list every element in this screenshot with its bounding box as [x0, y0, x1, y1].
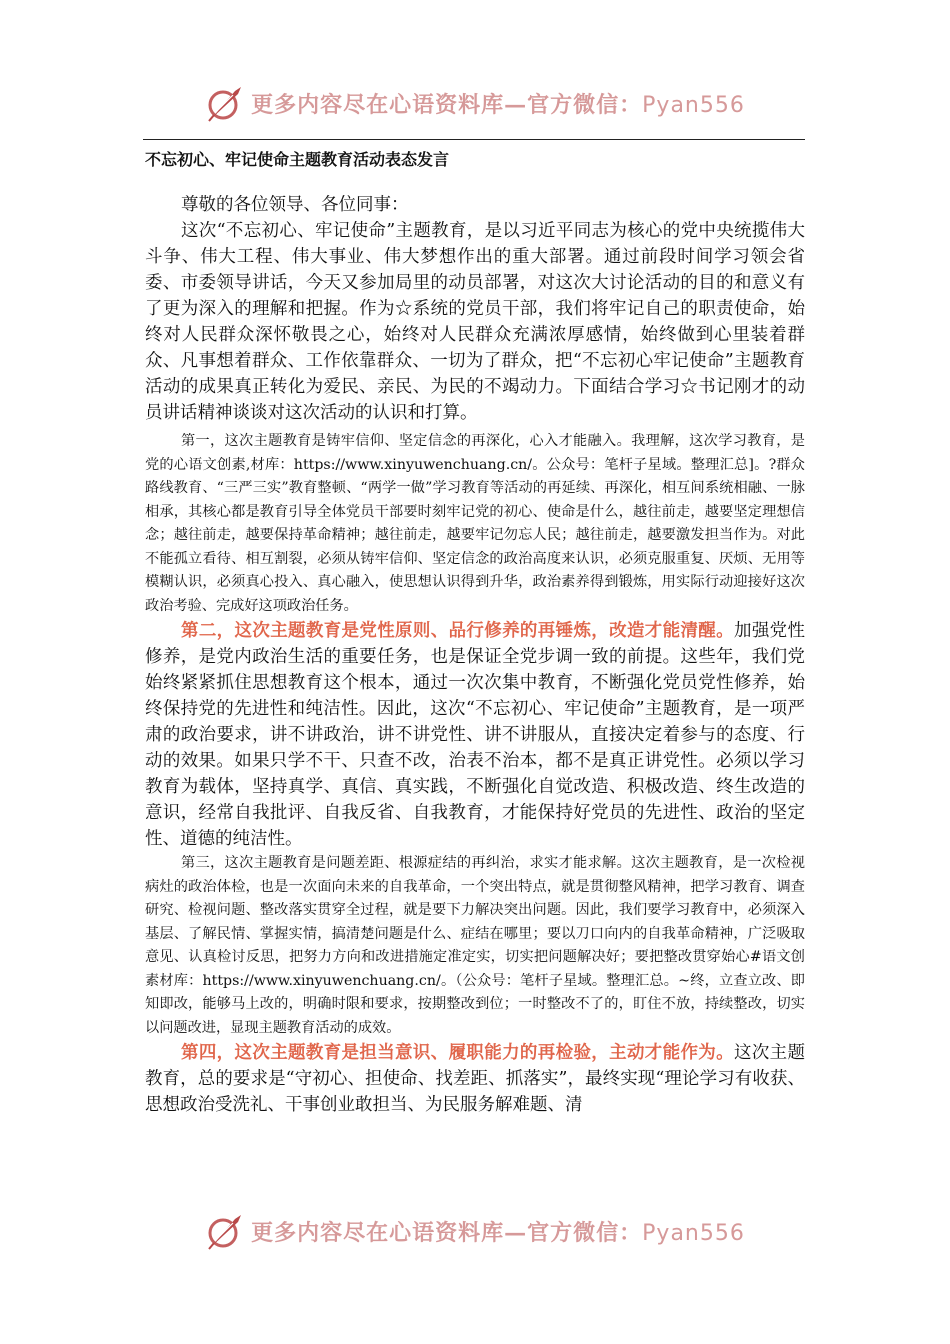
header-rule — [143, 139, 805, 140]
paragraph-first: 第一，这次主题教育是铸牢信仰、坚定信念的再深化，心入才能融入。我理解，这次学习教育，是党的心语文创素,材库：https://www.xinyuwenchuang.cn/。公众号：笔杆子星域。整理汇总]。?群众路线教育、“三严三实”教育整顿、“两学一做”学习教育等活动的再延续、再深化，相互间系统相融、一脉相承，其核心都是教育引导全体党员干部要时刻牢记党的初心、使命是什么，越往前走，越要坚定理想信念；越往前走，越要保持革命精神；越往前走，越要牢记勿忘人民；越往前走，越要激发担当作为。对此不能孤立看待、相互割裂，必须从铸牢信仰、坚定信念的政治高度来认识，必须克服重复、厌烦、无用等模糊认识，必须真心投入、真心融入，使思想认识得到升华，政治素养得到锻炼，用实际行动迎接好这次政治考验、完成好这项政治任务。 — [145, 433, 805, 614]
footer-banner-text — [251, 1216, 745, 1247]
header-banner-text — [251, 88, 745, 119]
paragraph-fourth-heading: 第四，这次主题教育是担当意识、履职能力的再检验，主动才能作为。 — [181, 1043, 734, 1063]
paragraph-fourth — [145, 1040, 805, 1118]
document-title: 不忘初心、牢记使命主题教育活动表态发言 — [145, 150, 450, 169]
footer-banner — [0, 1208, 950, 1254]
intro-paragraph: 这次“不忘初心、牢记使命”主题教育，是以习近平同志为核心的党中央统揽伟大斗争、伟大工程、伟大事业、伟大梦想作出的重大部署。通过前段时间学习领会省委、市委领导讲话，今天又参加局里的动员部署，对这次大讨论活动的目的和意义有了更为深入的理解和把握。作为☆系统的党员干部，我们将牢记自己的职责使命，始终对人民群众深怀敬畏之心，始终对人民群众充满浓厚感情，始终做到心里装着群众、凡事想着群众、工作依靠群众、一切为了群众，把“不忘初心牢记使命”主题教育活动的成果真正转化为爱民、亲民、为民的不竭动力。下面结合学习☆书记刚才的动员讲话精神谈谈对这次活动的认识和打算。 — [145, 221, 805, 423]
header-banner-label: 更多内容尽在心语资料库—官方微信： — [251, 91, 643, 118]
quill-logo-icon — [205, 83, 245, 123]
footer-banner-label: 更多内容尽在心语资料库—官方微信： — [251, 1219, 643, 1246]
paragraph-fourth-body: 这次主题教育，总的要求是“守初心、担使命、找差距、抓落实”，最终实现“理论学习有收获、思想政治受洗礼、干事创业敢担当、为民服务解难题、清 — [145, 1043, 805, 1115]
paragraph-third: 第三，这次主题教育是问题差距、根源症结的再纠治，求实才能求解。这次主题教育，是一次检视病灶的政治体检，也是一次面向未来的自我革命，一个突出特点，就是贯彻整风精神，把学习教育、调查研究、检视问题、整改落实贯穿全过程，就是要下力解决突出问题。因此，我们要学习教育中，必须深入基层、了解民情、掌握实情，搞清楚问题是什么、症结在哪里；要以刀口向内的自我革命精神，广泛吸取意见、认真检讨反思，把努力方向和改进措施定准定实，切实把问题解决好；要把整改贯穿始心#语文创素材库：https://www.xinyuwenchuang.cn/。（公众号：笔杆子星域。整理汇总。~终，立查立改、即知即改，能够马上改的，明确时限和要求，按期整改到位；一时整改不了的，盯住不放，持续整改，切实以问题改进，显现主题教育活动的成效。 — [145, 855, 805, 1036]
footer-banner-handle: Pyan556 — [642, 1220, 745, 1246]
paragraph-second-body: 加强党性修养，是党内政治生活的重要任务，也是保证全党步调一致的前提。这些年，我们党始终紧紧抓住思想教育这个根本，通过一次次集中教育，不断强化党员党性修养，始终保持党的先进性和纯洁性。因此，这次“不忘初心、牢记使命”主题教育，是一项严肃的政治要求，讲不讲政治，讲不讲党性、讲不讲服从，直接决定着参与的态度、行动的效果。如果只学不干、只查不改，治表不治本，都不是真正讲党性。必须以学习教育为载体，坚持真学、真信、真实践，不断强化自觉改造、积极改造、终生改造的意识，经常自我批评、自我反省、自我教育，才能保持好党员的先进性、政治的坚定性、道德的纯洁性。 — [145, 621, 805, 849]
header-banner-handle: Pyan556 — [642, 92, 745, 118]
paragraph-second-heading: 第二，这次主题教育是党性原则、品行修养的再锤炼，改造才能清醒。 — [181, 621, 734, 641]
quill-logo-icon — [205, 1211, 245, 1251]
paragraph-second — [145, 618, 805, 852]
header-banner — [0, 80, 950, 126]
document-body — [145, 192, 805, 1118]
greeting: 尊敬的各位领导、各位同事： — [181, 195, 409, 215]
